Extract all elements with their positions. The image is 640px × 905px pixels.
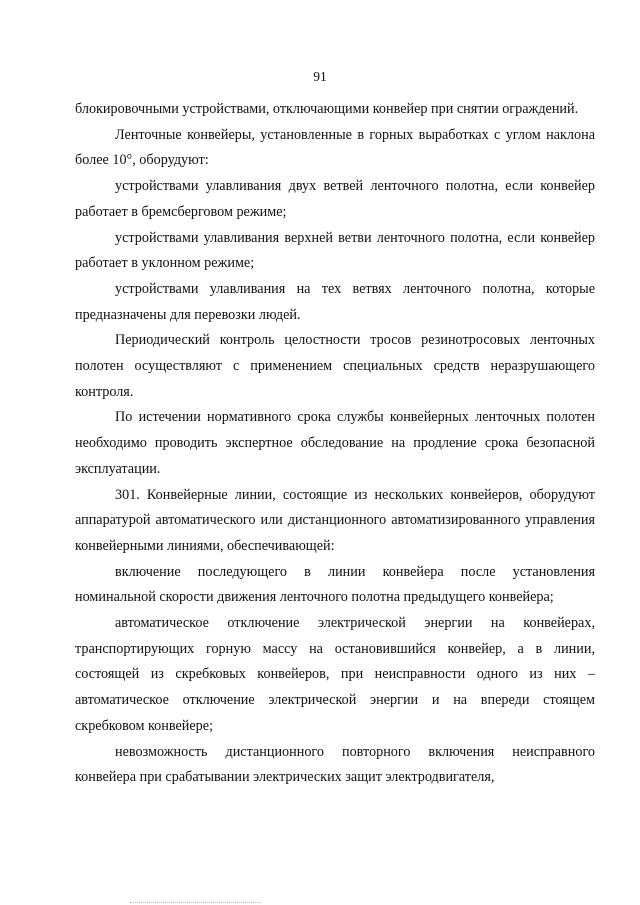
paragraph-5: устройствами улавливания на тех ветвях ленточного полотна, которые предназначены для перевозки людей. <box>75 280 595 323</box>
paragraph-8-clause-301: 301. Конвейерные линии, состоящие из нескольких конвейеров, оборудуют аппаратурой автоматического или дистанционного автоматизированного управления конвейерными линиями, обеспечивающей: <box>75 486 595 554</box>
page-number: 91 <box>313 69 327 84</box>
paragraph-10: автоматическое отключение электрической энергии на конвейерах, транспортирующих горную массу на остановившийся конвейер, а в линии, состоящей из скребковых конвейеров, при неисправности одного из них – автоматическое отключение электрической энергии и на впереди стоящем скребковом конвейере; <box>75 615 595 734</box>
paragraph-9: включение последующего в линии конвейера после установления номинальной скорости движения ленточного полотна предыдущего конвейера; <box>75 563 595 606</box>
paragraph-1: блокировочными устройствами, отключающими конвейер при снятии ограждений. <box>75 101 579 117</box>
paragraph-11: невозможность дистанционного повторного включения неисправного конвейера при срабатывании электрических защит электродвигателя, <box>75 743 595 786</box>
scan-edge-mark <box>130 901 260 903</box>
paragraph-7: По истечении нормативного срока службы конвейерных ленточных полотен необходимо проводить экспертное обследование на продление срока безопасной эксплуатации. <box>75 409 595 477</box>
paragraph-3: устройствами улавливания двух ветвей ленточного полотна, если конвейер работает в бремсберговом режиме; <box>75 178 595 220</box>
paragraph-6: Периодический контроль целостности тросов резинотросовых ленточных полотен осуществляют с применением специальных средств неразрушающего контроля. <box>75 332 595 400</box>
paragraph-4: устройствами улавливания верхней ветви ленточного полотна, если конвейер работает в уклонном режиме; <box>75 229 595 272</box>
page-body <box>75 97 595 791</box>
paragraph-2: Ленточные конвейеры, установленные в горных выработках с углом наклона более 10°, оборудуют: <box>75 126 595 169</box>
